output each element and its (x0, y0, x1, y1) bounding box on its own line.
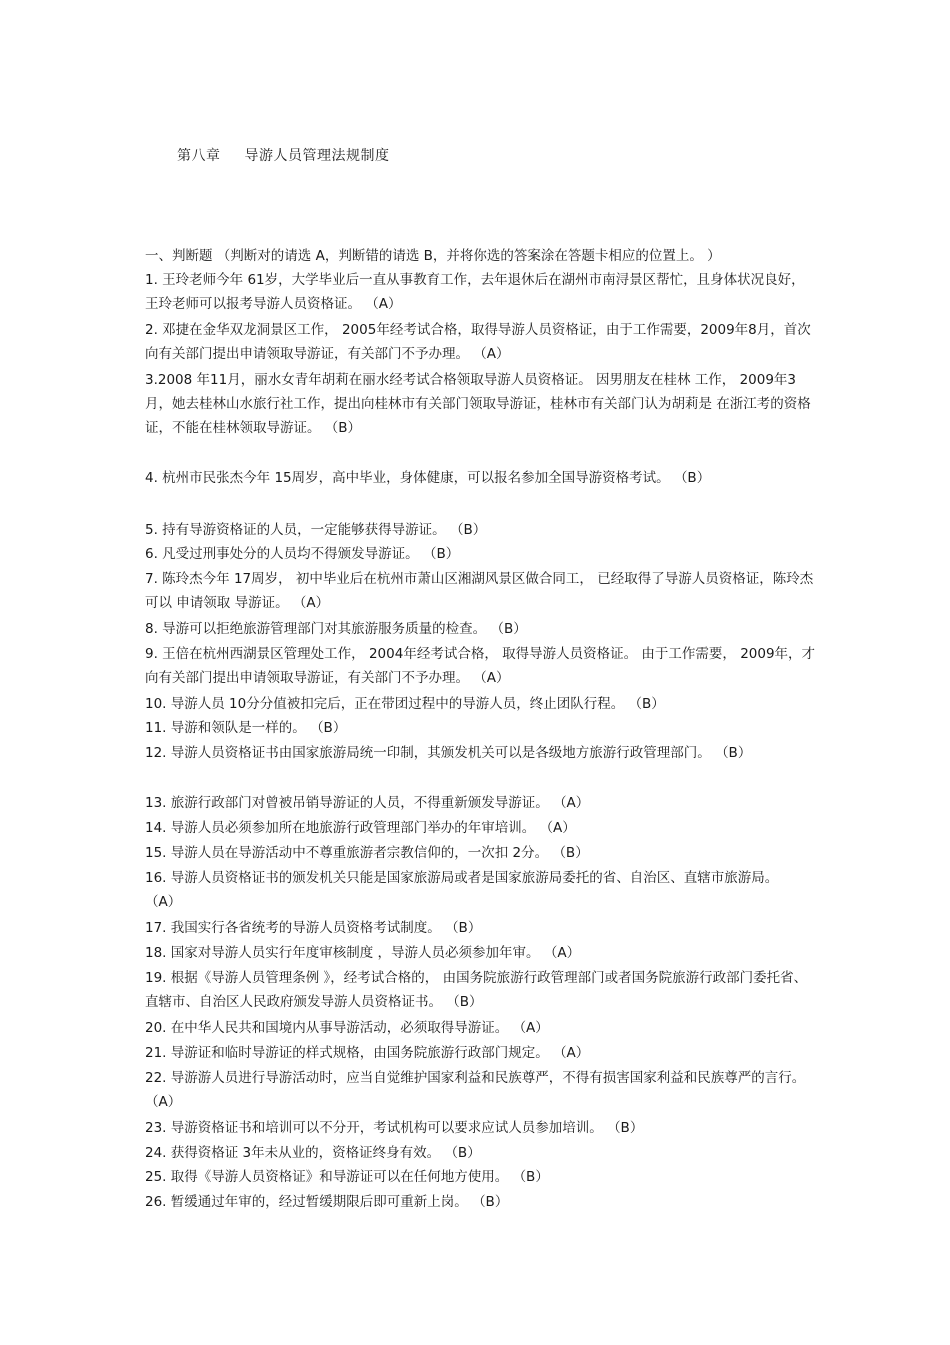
question-item: 26. 暂缓通过年审的，经过暂缓期限后即可重新上岗。 （B） (145, 1194, 509, 1210)
question-item: 5. 持有导游资格证的人员，一定能够获得导游证。 （B） (145, 522, 487, 538)
answer: （A） (553, 795, 590, 811)
answer: （B） (445, 920, 482, 936)
answer: （A） (365, 296, 402, 312)
question-item: 9. 王倍在杭州西湖景区管理处工作， 2004年经考试合格， 取得导游人员资格证。 由于工作需要， 2009年，才向有关部门提出申请领取导游证，有关部门不予办理。 （A） (145, 646, 816, 686)
question-item: 16. 导游人员资格证书的颁发机关只能是国家旅游局或者是国家旅游局委托的省、自治区、直辖市旅游局。 （A） (145, 870, 779, 910)
answer: （B） (444, 1145, 481, 1161)
answer: （A） (292, 595, 330, 611)
answer: （A） (145, 1094, 182, 1110)
question-item: 10. 导游人员 10分分值被扣完后，正在带团过程中的导游人员，终止团队行程。 （B） (145, 696, 665, 712)
question-item: 8. 导游可以拒绝旅游管理部门对其旅游服务质量的检查。 （B） (145, 621, 527, 637)
question-item: 6. 凡受过刑事处分的人员均不得颁发导游证。 （B） (145, 546, 460, 562)
question-item: 24. 获得资格证 3年未从业的，资格证终身有效。 （B） (145, 1145, 481, 1161)
answer: （A） (539, 820, 576, 836)
question-item: 18. 国家对导游人员实行年度审核制度 ，导游人员必须参加年审。 （A） (145, 945, 581, 961)
answer: （B） (446, 994, 483, 1010)
answer: （B） (422, 546, 460, 562)
question-item: 11. 导游和领队是一样的。 （B） (145, 720, 347, 736)
question-item: 4. 杭州市民张杰今年 15周岁，高中毕业，身体健康，可以报名参加全国导游资格考试。 （B） (145, 470, 711, 486)
answer: （B） (490, 621, 527, 637)
answer: （B） (607, 1120, 644, 1136)
answer: （B） (552, 845, 589, 861)
question-item: 21. 导游证和临时导游证的样式规格，由国务院旅游行政部门规定。 （A） (145, 1045, 590, 1061)
question-item: 19. 根据《导游人员管理条例 》，经考试合格的， 由国务院旅游行政管理部门或者国务院旅游行政部门委托省、直辖市、自治区人民政府颁发导游人员资格证书。 （B） (145, 970, 808, 1010)
section-header: 一、判断题 （判断对的请选 A，判断错的请选 B，并将你选的答案涂在答题卡相应的位置上。 ） (145, 248, 721, 264)
answer: （A） (553, 1045, 590, 1061)
question-item: 17. 我国实行各省统考的导游人员资格考试制度。 （B） (145, 920, 482, 936)
question-item: 15. 导游人员在导游活动中不尊重旅游者宗教信仰的，一次扣 2分。 （B） (145, 845, 589, 861)
question-item: 3.2008 年11月，丽水女青年胡莉在丽水经考试合格领取导游人员资格证。 因男朋友在桂林 工作， 2009年3月，她去桂林山水旅行社工作，提出向桂林市有关部门领取导游证，桂林市有关部门认为胡莉是 在浙江考的资格证，不能在桂林领取导游证。 （B） (145, 372, 811, 436)
question-item: 2. 邓捷在金华双龙洞景区工作， 2005年经考试合格，取得导游人员资格证，由于工作需要，2009年8月，首次向有关部门提出申请领取导游证，有关部门不予办理。 （A） (145, 322, 811, 362)
question-item: 20. 在中华人民共和国境内从事导游活动，必须取得导游证。 （A） (145, 1020, 549, 1036)
answer: （A） (543, 945, 581, 961)
answer: （A） (473, 670, 510, 686)
chapter-number: 第八章 (177, 148, 221, 164)
answer: （B） (715, 745, 752, 761)
answer: （B） (310, 720, 347, 736)
answer: （B） (673, 470, 711, 486)
answer: （A） (473, 346, 510, 362)
answer: （B） (472, 1194, 509, 1210)
answer: （B） (449, 522, 487, 538)
question-item: 13. 旅游行政部门对曾被吊销导游证的人员，不得重新颁发导游证。 （A） (145, 795, 590, 811)
question-item: 25. 取得《导游人员资格证》和导游证可以在任何地方使用。 （B） (145, 1169, 549, 1185)
chapter-name: 导游人员管理法规制度 (244, 148, 390, 164)
question-item: 22. 导游游人员进行导游活动时，应当自觉维护国家利益和民族尊严，不得有损害国家利益和民族尊严的言行。 （A） (145, 1070, 806, 1110)
question-item: 1. 王玲老师今年 61岁，大学毕业后一直从事教育工作，去年退休后在湖州市南浔景区帮忙，且身体状况良好，王玲老师可以报考导游人员资格证。 （A） (145, 272, 805, 312)
chapter-title (177, 145, 390, 165)
answer: （B） (324, 420, 362, 436)
answer: （B） (512, 1169, 549, 1185)
question-item: 14. 导游人员必须参加所在地旅游行政管理部门举办的年审培训。 （A） (145, 820, 576, 836)
answer: （A） (145, 894, 182, 910)
question-item: 23. 导游资格证书和培训可以不分开，考试机构可以要求应试人员参加培训。 （B） (145, 1120, 644, 1136)
question-item: 7. 陈玲杰今年 17周岁， 初中毕业后在杭州市萧山区湘湖风景区做合同工， 已经取得了导游人员资格证，陈玲杰可以 申请领取 导游证。 （A） (145, 571, 814, 611)
answer: （A） (512, 1020, 549, 1036)
question-item: 12. 导游人员资格证书由国家旅游局统一印制，其颁发机关可以是各级地方旅游行政管理部门。 （B） (145, 745, 752, 761)
answer: （B） (628, 696, 665, 712)
